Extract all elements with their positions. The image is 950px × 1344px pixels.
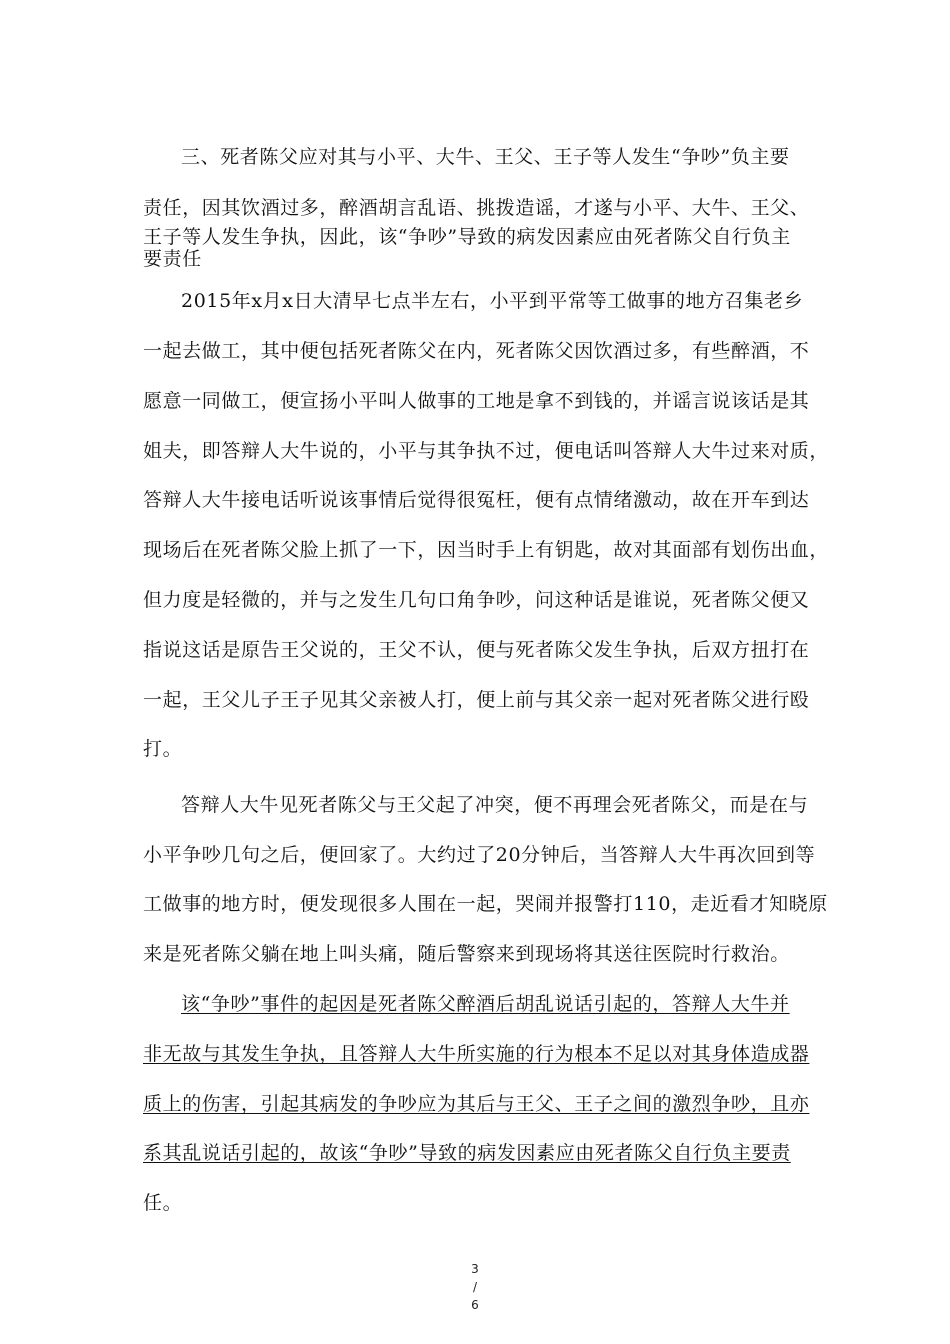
paragraph-line: 来是死者陈父躺在地上叫头痛，随后警察来到现场将其送往医院时行救治。 — [143, 943, 790, 965]
paragraph-line: 答辩人大牛见死者陈父与王父起了冲突，便不再理会死者陈父，而是在与 — [181, 794, 809, 816]
underlined-line: 系其乱说话引起的，故该“争吵”导致的病发因素应由死者陈父自行负主要责 — [143, 1142, 791, 1164]
underlined-line: 非无故与其发生争执，且答辩人大牛所实施的行为根本不足以对其身体造成器 — [143, 1043, 810, 1065]
paragraph-line: 愿意一同做工，便宣扬小平叫人做事的工地是拿不到钱的，并谣言说该话是其 — [143, 390, 810, 412]
underlined-line: 质上的伤害，引起其病发的争吵应为其后与王父、王子之间的激烈争吵，且亦 — [143, 1093, 810, 1115]
paragraph-line: 工做事的地方时，便发现很多人围在一起，哭闹并报警打110，走近看才知晓原 — [143, 893, 828, 915]
paragraph-line: 一起，王父儿子王子见其父亲被人打，便上前与其父亲一起对死者陈父进行殴 — [143, 689, 810, 711]
paragraph-line: 小平争吵几句之后，便回家了。大约过了20分钟后，当答辩人大牛再次回到等 — [143, 844, 816, 866]
underlined-line: 该“争吵”事件的起因是死者陈父醉酒后胡乱说话引起的，答辩人大牛并 — [181, 993, 790, 1015]
paragraph-line: 2015年x月x日大清早七点半左右，小平到平常等工做事的地方召集老乡 — [181, 290, 804, 312]
section-line: 责任，因其饮酒过多，醉酒胡言乱语、挑拨造谣，才遂与小平、大牛、王父、 — [143, 197, 810, 219]
paragraph-line: 任。 — [143, 1192, 183, 1214]
paragraph-line: 指说这话是原告王父说的，王父不认，便与死者陈父发生争执，后双方扭打在 — [143, 639, 810, 661]
section-heading: 三、死者陈父应对其与小平、大牛、王父、王子等人发生“争吵”负主要 — [181, 146, 790, 168]
section-line: 要责任 — [143, 248, 202, 270]
section-line: 王子等人发生争执，因此，该“争吵”导致的病发因素应由死者陈父自行负主 — [143, 226, 791, 248]
page-number-separator: / — [472, 1280, 478, 1294]
paragraph-line: 但力度是轻微的，并与之发生几句口角争吵，问这种话是谁说，死者陈父便又 — [143, 589, 810, 611]
paragraph-line: 一起去做工，其中便包括死者陈父在内，死者陈父因饮酒过多，有些醉酒，不 — [143, 340, 810, 362]
page-number-total: 6 — [471, 1298, 479, 1312]
page-number-current: 3 — [471, 1262, 479, 1276]
paragraph-line: 打。 — [143, 738, 183, 760]
paragraph-line: 答辩人大牛接电话听说该事情后觉得很冤枉，便有点情绪激动，故在开车到达 — [143, 489, 810, 511]
paragraph-line: 姐夫，即答辩人大牛说的，小平与其争执不过，便电话叫答辩人大牛过来对质， — [143, 440, 830, 462]
paragraph-line: 现场后在死者陈父脸上抓了一下，因当时手上有钥匙，故对其面部有划伤出血， — [143, 539, 830, 561]
